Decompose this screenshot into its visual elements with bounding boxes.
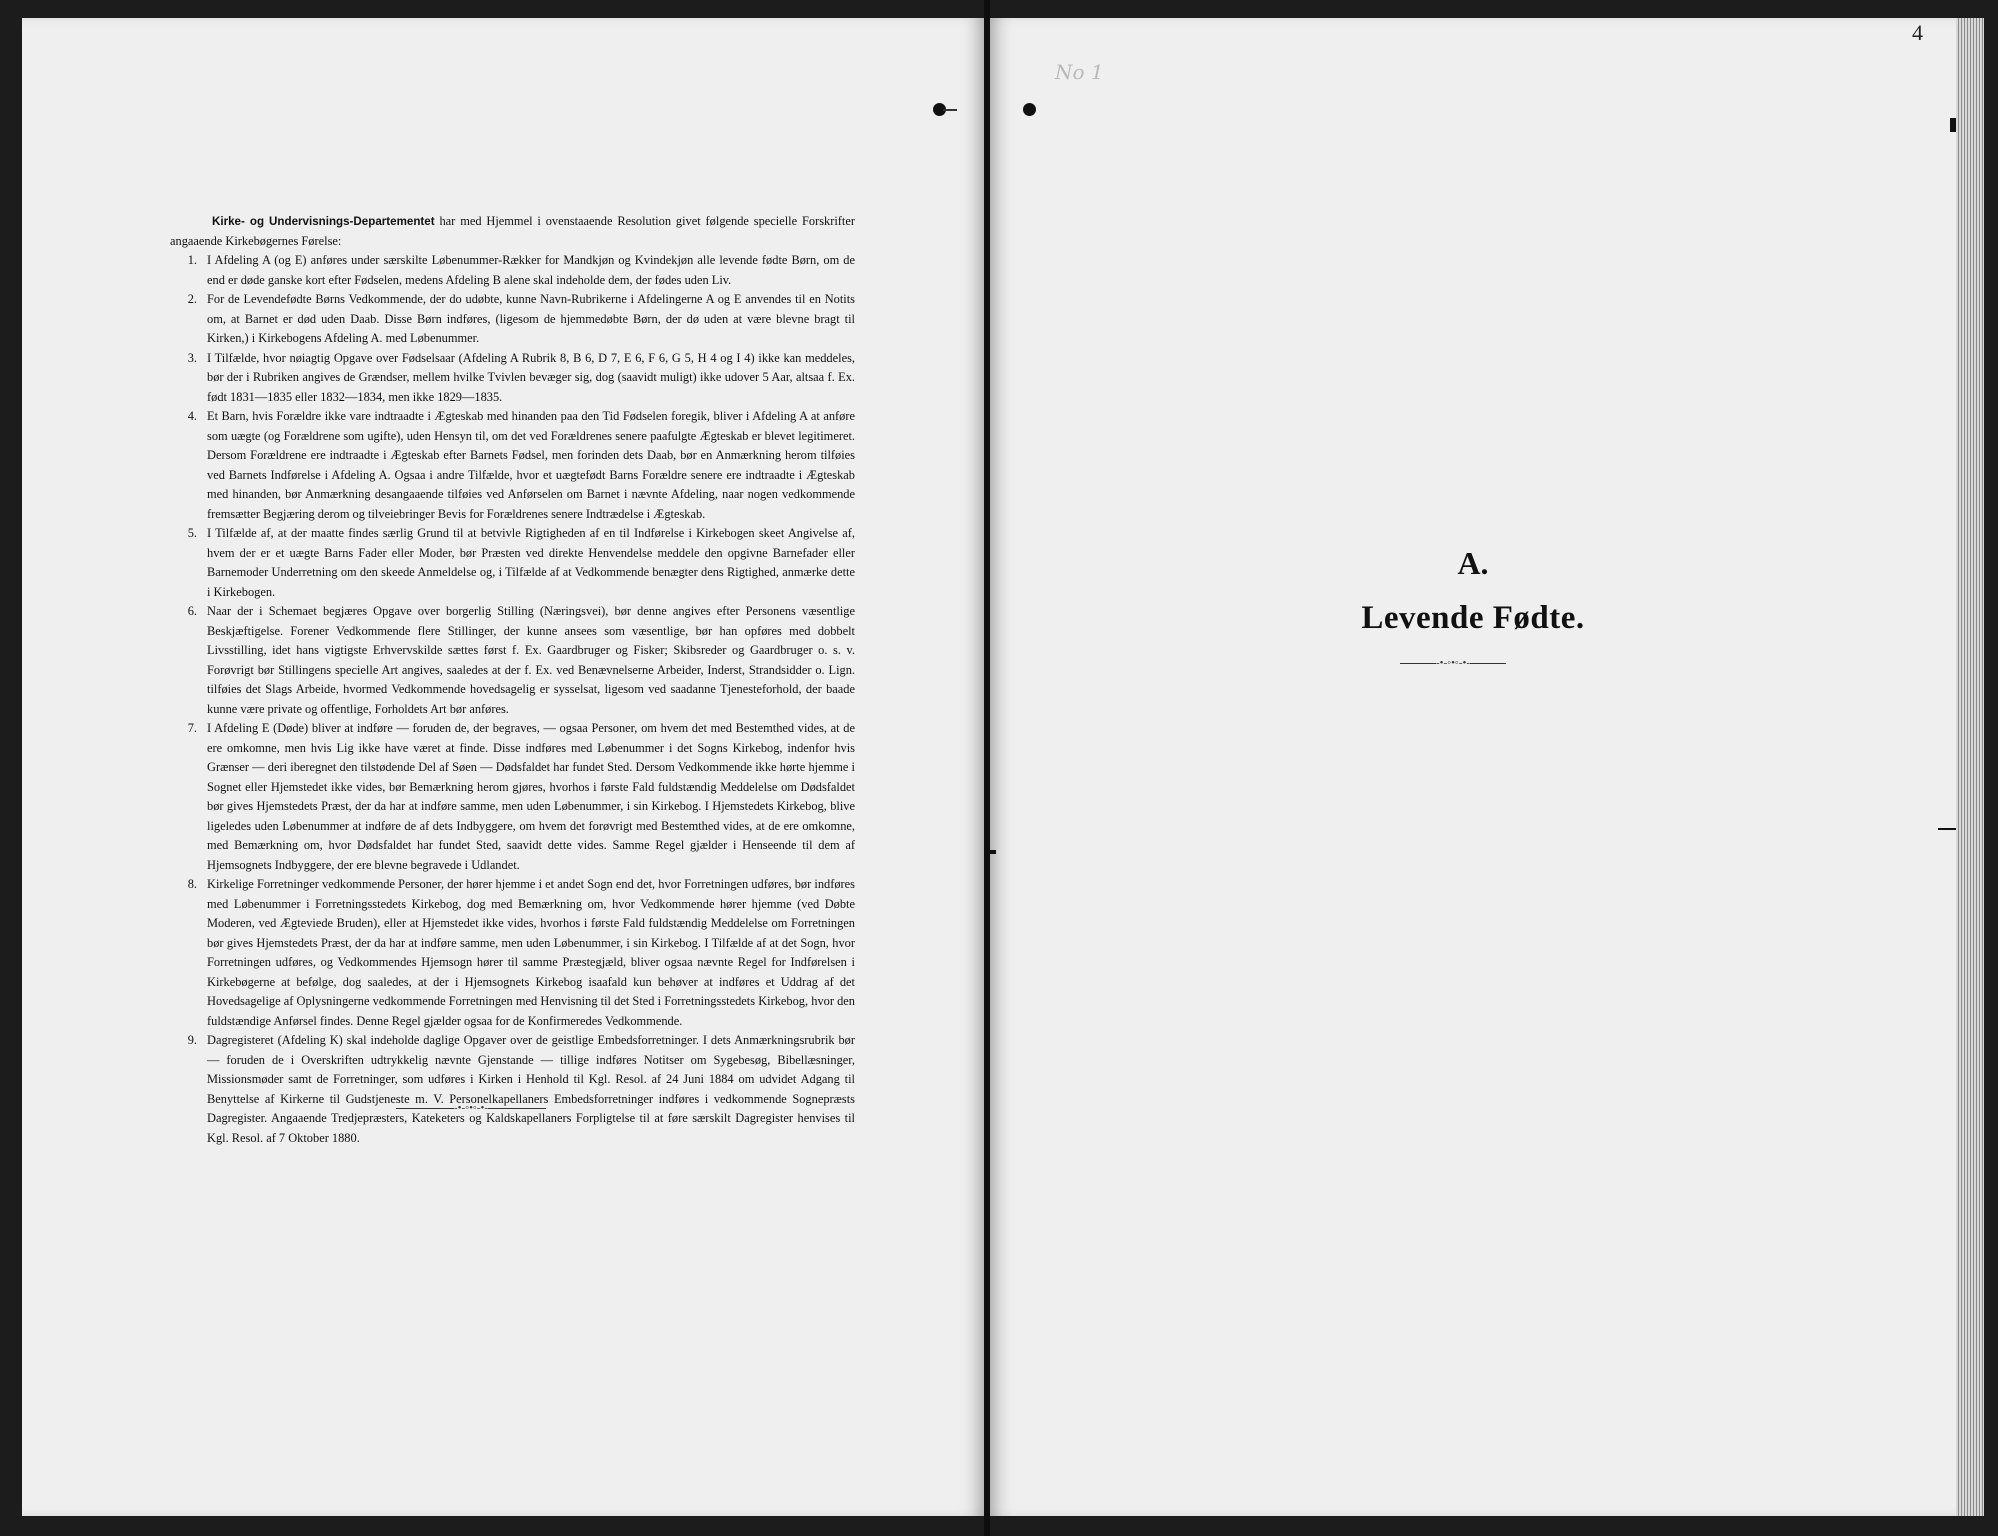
handwritten-mark: No 1	[1055, 60, 1104, 84]
book-gutter	[984, 0, 990, 1536]
title-divider-ornament	[1400, 657, 1506, 669]
rule-item	[170, 719, 855, 875]
rule-text: Et Barn, hvis Forældre ikke vare indtraadte i Ægteskab med hinanden paa den Tid Fødselen foregik, bliver i Afdeling A at anføre som uægte (og Forældrene som ugifte), uden Hensyn til, om det ved Forældrenes senere paafulgte Ægteskab er blevet legitimeret. Dersom Forældrene ere indtraadte i Ægteskab efter Barnets Fødsel, men forinden dets Daab, bør en Anmærkning herom tilføies ved Barnets Indførelse i Afdeling A. Ogsaa i andre Tilfælde, hvor et uægtefødt Barns Forældre senere ere indtraadte i Ægteskab med hinanden, bør Anmærkning desangaaende tilføies ved Anførselen om Barnet i nævnte Afdeling, naar nogen vedkommende fremsætter Begjæring derom og tilveiebringer Bevis for Forældrenes senere Indtrædelse i Ægteskab.	[207, 409, 855, 521]
rule-item	[170, 251, 855, 290]
rule-text: I Tilfælde af, at der maatte findes særlig Grund til at betvivle Rigtigheden af en til Indførelse i Kirkebogen skeet Angivelse af, hvem der er et uægte Barns Fader eller Moder, bør Præsten ved direkte Henvendelse meddele den opgivne Barnefader eller Barnemoder Underretning om den skeede Anmeldelse og, i Tilfælde af at Vedkommende benægter dens Rigtighed, anmærke dette i Kirkebogen.	[207, 526, 855, 599]
rule-number: 3.	[187, 350, 197, 365]
rule-item	[170, 407, 855, 524]
right-page	[990, 18, 1956, 1516]
divider-line	[1400, 663, 1436, 664]
page-edges	[1956, 18, 1984, 1516]
margin-mark	[988, 850, 996, 854]
rule-number: 2.	[187, 292, 197, 306]
rule-text: For de Levendefødte Børns Vedkommende, der do udøbte, kunne Navn-Rubrikerne i Afdelingerne A og E anvendes til en Notits om, at Barnet er død uden Daab. Disse Børn indføres, (ligesom de hjemmedøbte Børn, der dø uden at være blevne bragt til Kirken,) i Kirkebogens Afdeling A. med Løbenummer.	[207, 292, 855, 345]
divider-ornament	[396, 1102, 546, 1114]
section-letter: A.	[1457, 545, 1489, 581]
rule-item	[170, 875, 855, 1031]
regulations-text	[170, 212, 855, 1148]
rule-number: 4.	[187, 409, 197, 423]
rule-item	[170, 349, 855, 408]
margin-mark	[1938, 828, 1956, 830]
rule-item	[170, 1031, 855, 1148]
rule-text: Naar der i Schemaet begjæres Opgave over borgerlig Stilling (Næringsvei), bør denne angives efter Personens væsentlige Beskjæftigelse. Forener Vedkommende flere Stillinger, der kunne ansees som væsentlige, bør han opføres med dobbelt Livsstilling, idet hans vigtigste Erhvervskilde sættes først f. Ex. Gaardbruger og Fisker; Skibsreder og Gaardbruger o. s. v. Forøvrigt bør Stillingens specielle Art angives, saaledes at der f. Ex. ved Benævnelserne Arbeider, Inderst, Strandsidder o. Lign. tilføies det Slags Arbeide, hvormed Vedkommende hovedsagelig er sysselsat, ligesom ved saadanne Tjenesteforhold, der baade kunne være private og offentlige, Forholdets Art bør anføres.	[207, 604, 855, 716]
rule-item	[170, 524, 855, 602]
divider-glyphs: -•-◦•◦-•-	[1436, 657, 1471, 669]
rule-text: I Afdeling E (Døde) bliver at indføre — foruden de, der begraves, — ogsaa Personer, om hvem det med Bestemthed vides, at de ere omkomne, men hvis Lig ikke have været at finde. Disse indføres med Løbenummer i det Sogns Kirkebog, indenfor hvis Grænser — deri iberegnet den tilstødende Del af Søen — Dødsfaldet har fundet Sted. Dersom Vedkommende ikke hørte hjemme i Sognet eller Hjemstedet ikke vides, bør Bemærkning herom gjøres, hvorhos i første Fald fuldstændig Meddelelse om Dødsfaldet bør gives Hjemstedets Præst, der da har at indføre samme, men uden Løbenummer, i sin Kirkebog. I Hjemstedets Kirkebog, blive ligeledes uden Løbenummer at indføre de af dets Indbyggere, om hvem det forøvrigt med Bestemthed vides, at de ere omkomne, med Bemærkning om, hvor Dødsfaldet har fundet Sted, saavidt dette vides. Samme Regel gjælder i Henseende til dem af Hjemsognets Indbyggere, der ere blevne begravede i Udlandet.	[207, 721, 855, 872]
rule-number: 6.	[187, 604, 197, 618]
department-name: Kirke- og Undervisnings-Departementet	[212, 215, 435, 228]
binding-hole-left	[933, 103, 946, 116]
divider-line	[488, 1108, 546, 1109]
rule-text: Kirkelige Forretninger vedkommende Personer, der hører hjemme i et andet Sogn end det, hvor Forretningen udføres, bør indføres med Løbenummer i Forretningsstedets Kirkebog, dog med Bemærkning om, hvor Vedkommende hører hjemme (ved Døbte Moderen, ved Ægteviede Bruden), eller at Hjemstedet ikke vides, hvorhos i første Fald fuldstændig Meddelelse om Forretningen bør gives Hjemstedets Præst, der da har at indføre samme, men uden Løbenummer, i sin Kirkebog. I Tilfælde af at det Sogn, hvor Forretningen udføres, og Vedkommendes Hjemsogn hører til samme Præstegjæld, bliver ogsaa nævnte Regel for Indførelsen i Kirkebøgerne at befølge, dog saaledes, at der i Hjemsognets Kirkebog isaafald kun behøver at indføres et Uddrag af det Hovedsagelige af Oplysningerne vedkommende Forretningen med Henvisning til det Sted i Forretningsstedets Kirkebog, hvor den fuldstændige Anførsel findes. Denne Regel gjælder ogsaa for de Konfirmeredes Vedkommende.	[207, 877, 855, 1028]
intro-paragraph	[170, 212, 855, 251]
rule-text: I Tilfælde, hvor nøiagtig Opgave over Fødselsaar (Afdeling A Rubrik 8, B 6, D 7, E 6, F 6, G 5, H 4 og I 4) ikke kan meddeles, bør der i Rubriken angives de Grændser, mellem hvilke Tvivlen bevæger sig, dog (saavidt muligt) ikke udover 5 Aar, altsaa f. Ex. født 1831—1835 eller 1832—1834, men ikke 1829—1835.	[207, 350, 855, 404]
divider-glyphs: -•-◦•◦-•-	[454, 1102, 489, 1114]
rule-item	[170, 602, 855, 719]
section-title: Levende Fødte.	[1361, 600, 1585, 636]
divider-line	[396, 1108, 454, 1109]
binding-hole-right	[1023, 103, 1036, 116]
divider-line	[1470, 663, 1506, 664]
rule-number: 8.	[187, 877, 197, 891]
rule-text: I Afdeling A (og E) anføres under særskilte Løbenummer-Rækker for Mandkjøn og Kvindekjøn alle levende fødte Børn, om de end er døde ganske kort efter Fødselen, medens Afdeling B alene skal indeholde dem, der fødes uden Liv.	[207, 253, 855, 287]
rule-number: 9.	[187, 1033, 197, 1047]
intro-text: har med Hjemmel i ovenstaaende Resolution givet følgende specielle Forskrifter angaaende Kirkebøgernes Førelse:	[170, 214, 855, 248]
rule-text: Dagregisteret (Afdeling K) skal indeholde daglige Opgaver over de geistlige Embedsforretninger. I dets Anmærkningsrubrik bør — foruden de i Overskriften udtrykkelig nævnte Gjenstande — tillige indføres Notitser om Sygebesøg, Bibellæsninger, Missionsmøder samt de Forretninger, som udføres i Kirken i Henhold til Kgl. Resol. af 24 Juni 1884 om udvidet Adgang til Benyttelse af Kirkerne til Gudstjeneste m. V. Personelkapellaners Embedsforretninger indføres i vedkommende Sognepræsts Dagregister. Angaaende Tredjepræsters, Kateketers og Kaldskapellaners Forpligtelse til at føre særskilt Dagregister henvises til Kgl. Resol. af 7 Oktober 1880.	[207, 1033, 855, 1145]
rule-number: 7.	[187, 721, 197, 735]
rule-number: 1.	[187, 253, 197, 267]
margin-mark	[1950, 118, 1956, 132]
page-number: 4	[1912, 20, 1923, 45]
rule-item	[170, 290, 855, 349]
rule-number: 5.	[187, 526, 197, 540]
